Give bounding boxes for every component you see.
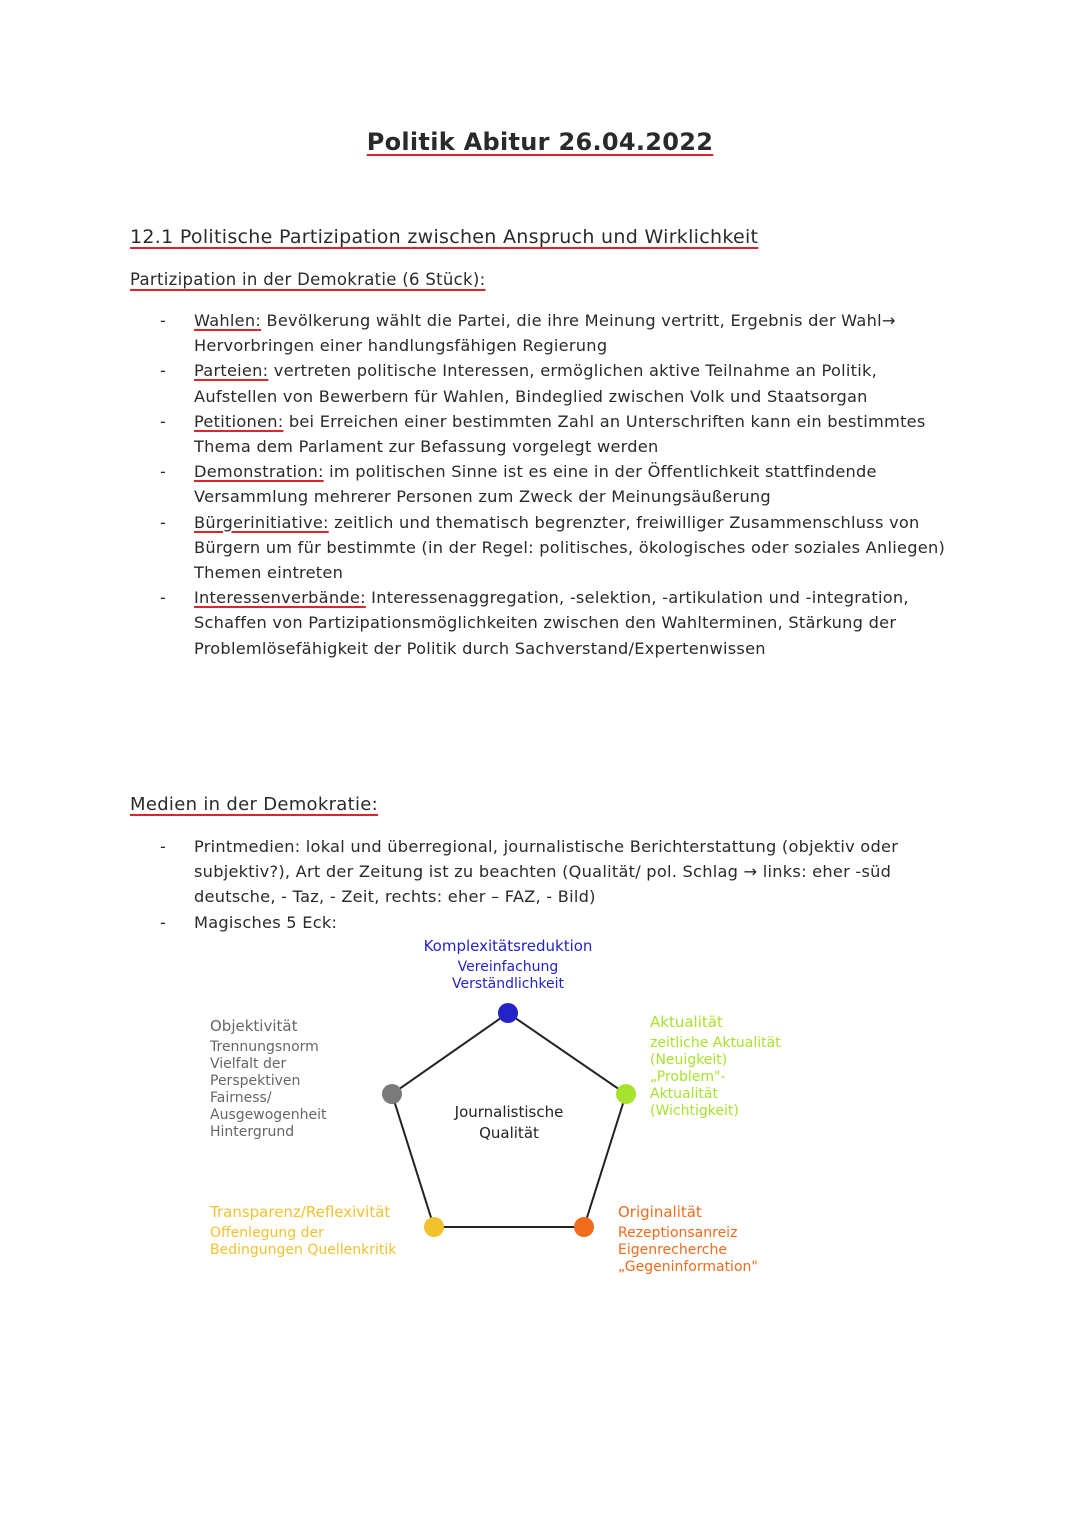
- node-left-label: Objektivität Trennungsnorm Vielfalt der Perspektiven Fairness/ Ausgewogenheit Hintergrund: [210, 1017, 327, 1140]
- list-item: [150, 308, 960, 358]
- participation-list: [150, 308, 960, 661]
- section-heading: 12.1 Politische Partizipation zwischen Anspruch und Wirklichkeit: [130, 226, 759, 248]
- node-top-label: Komplexitätsreduktion Vereinfachung Verständlichkeit: [423, 937, 593, 992]
- media-list: [150, 834, 960, 935]
- page-title: Politik Abitur 26.04.2022: [366, 128, 714, 156]
- magic-pentagon-diagram: [0, 930, 1080, 1310]
- item-term: Petitionen:: [194, 411, 284, 431]
- item-text: Bevölkerung wählt die Partei, die ihre Meinung vertritt, Ergebnis der Wahl→ Hervorbringen einer handlungsfähigen Regierung: [194, 311, 896, 356]
- item-term: Bürgerinitiative:: [194, 512, 329, 532]
- item-text: zeitlich und thematisch begrenzter, freiwilliger Zusammenschluss von Bürgern um für bestimmte (in der Regel: politisches, ökologisches oder soziales Anliegen) Themen eintreten: [194, 512, 946, 583]
- item-text: Interessenaggregation, -selektion, -artikulation und -integration, Schaffen von Partizipationsmöglichkeiten zwischen den Wahlterminen, Stärkung der Problemlösefähigkeit der Politik durch Sachverstand/Expertenwissen: [194, 588, 909, 658]
- node-bottom-right-label: Originalität Rezeptionsanreiz Eigenrecherche „Gegeninformation": [618, 1203, 758, 1275]
- list-item: [150, 409, 960, 459]
- item-term: Demonstration:: [194, 462, 324, 482]
- item-text: im politischen Sinne ist es eine in der Öffentlichkeit stattfindende Versammlung mehrerer Personen zum Zweck der Meinungsäußerung: [194, 462, 877, 507]
- list-item: [150, 834, 960, 910]
- participation-heading: Partizipation in der Demokratie (6 Stück):: [130, 270, 486, 289]
- list-item: [150, 358, 960, 408]
- item-text: bei Erreichen einer bestimmten Zahl an Unterschriften kann ein bestimmtes Thema dem Parlament zur Befassung vorgelegt werden: [194, 411, 926, 457]
- node-dot-right: [616, 1084, 636, 1104]
- media-heading: Medien in der Demokratie:: [130, 794, 379, 815]
- item-text: vertreten politische Interessen, ermöglichen aktive Teilnahme an Politik, Aufstellen von Bewerbern für Wahlen, Bindeglied zwischen Volk und Staatsorgan: [194, 361, 877, 406]
- item-term: Parteien:: [194, 361, 269, 381]
- item-term: Wahlen:: [194, 311, 262, 330]
- node-bottom-left-label: Transparenz/Reflexivität Offenlegung der Bedingungen Quellenkritik: [210, 1203, 397, 1258]
- center-label: Journalistische Qualität: [454, 1103, 564, 1142]
- list-item: [150, 585, 960, 661]
- item-term: Interessenverbände:: [194, 588, 366, 608]
- node-dot-left: [382, 1084, 402, 1104]
- node-right-label: Aktualität zeitliche Aktualität (Neuigkeit) „Problem"- Aktualität (Wichtigkeit): [650, 1013, 781, 1119]
- item-text: Printmedien: lokal und überregional, journalistische Berichterstattung (objektiv oder subjektiv?), Art der Zeitung ist zu beachten (Qualität/ pol. Schlag → links: eher -süd deutsche, - Taz, - Zeit, rechts: eher – FAZ, - Bild): [194, 837, 899, 907]
- list-item: [150, 510, 960, 586]
- list-item: [150, 459, 960, 509]
- item-text: Magisches 5 Eck:: [194, 912, 338, 932]
- node-dot-bottom-right: [574, 1217, 594, 1237]
- node-dot-top: [498, 1003, 518, 1023]
